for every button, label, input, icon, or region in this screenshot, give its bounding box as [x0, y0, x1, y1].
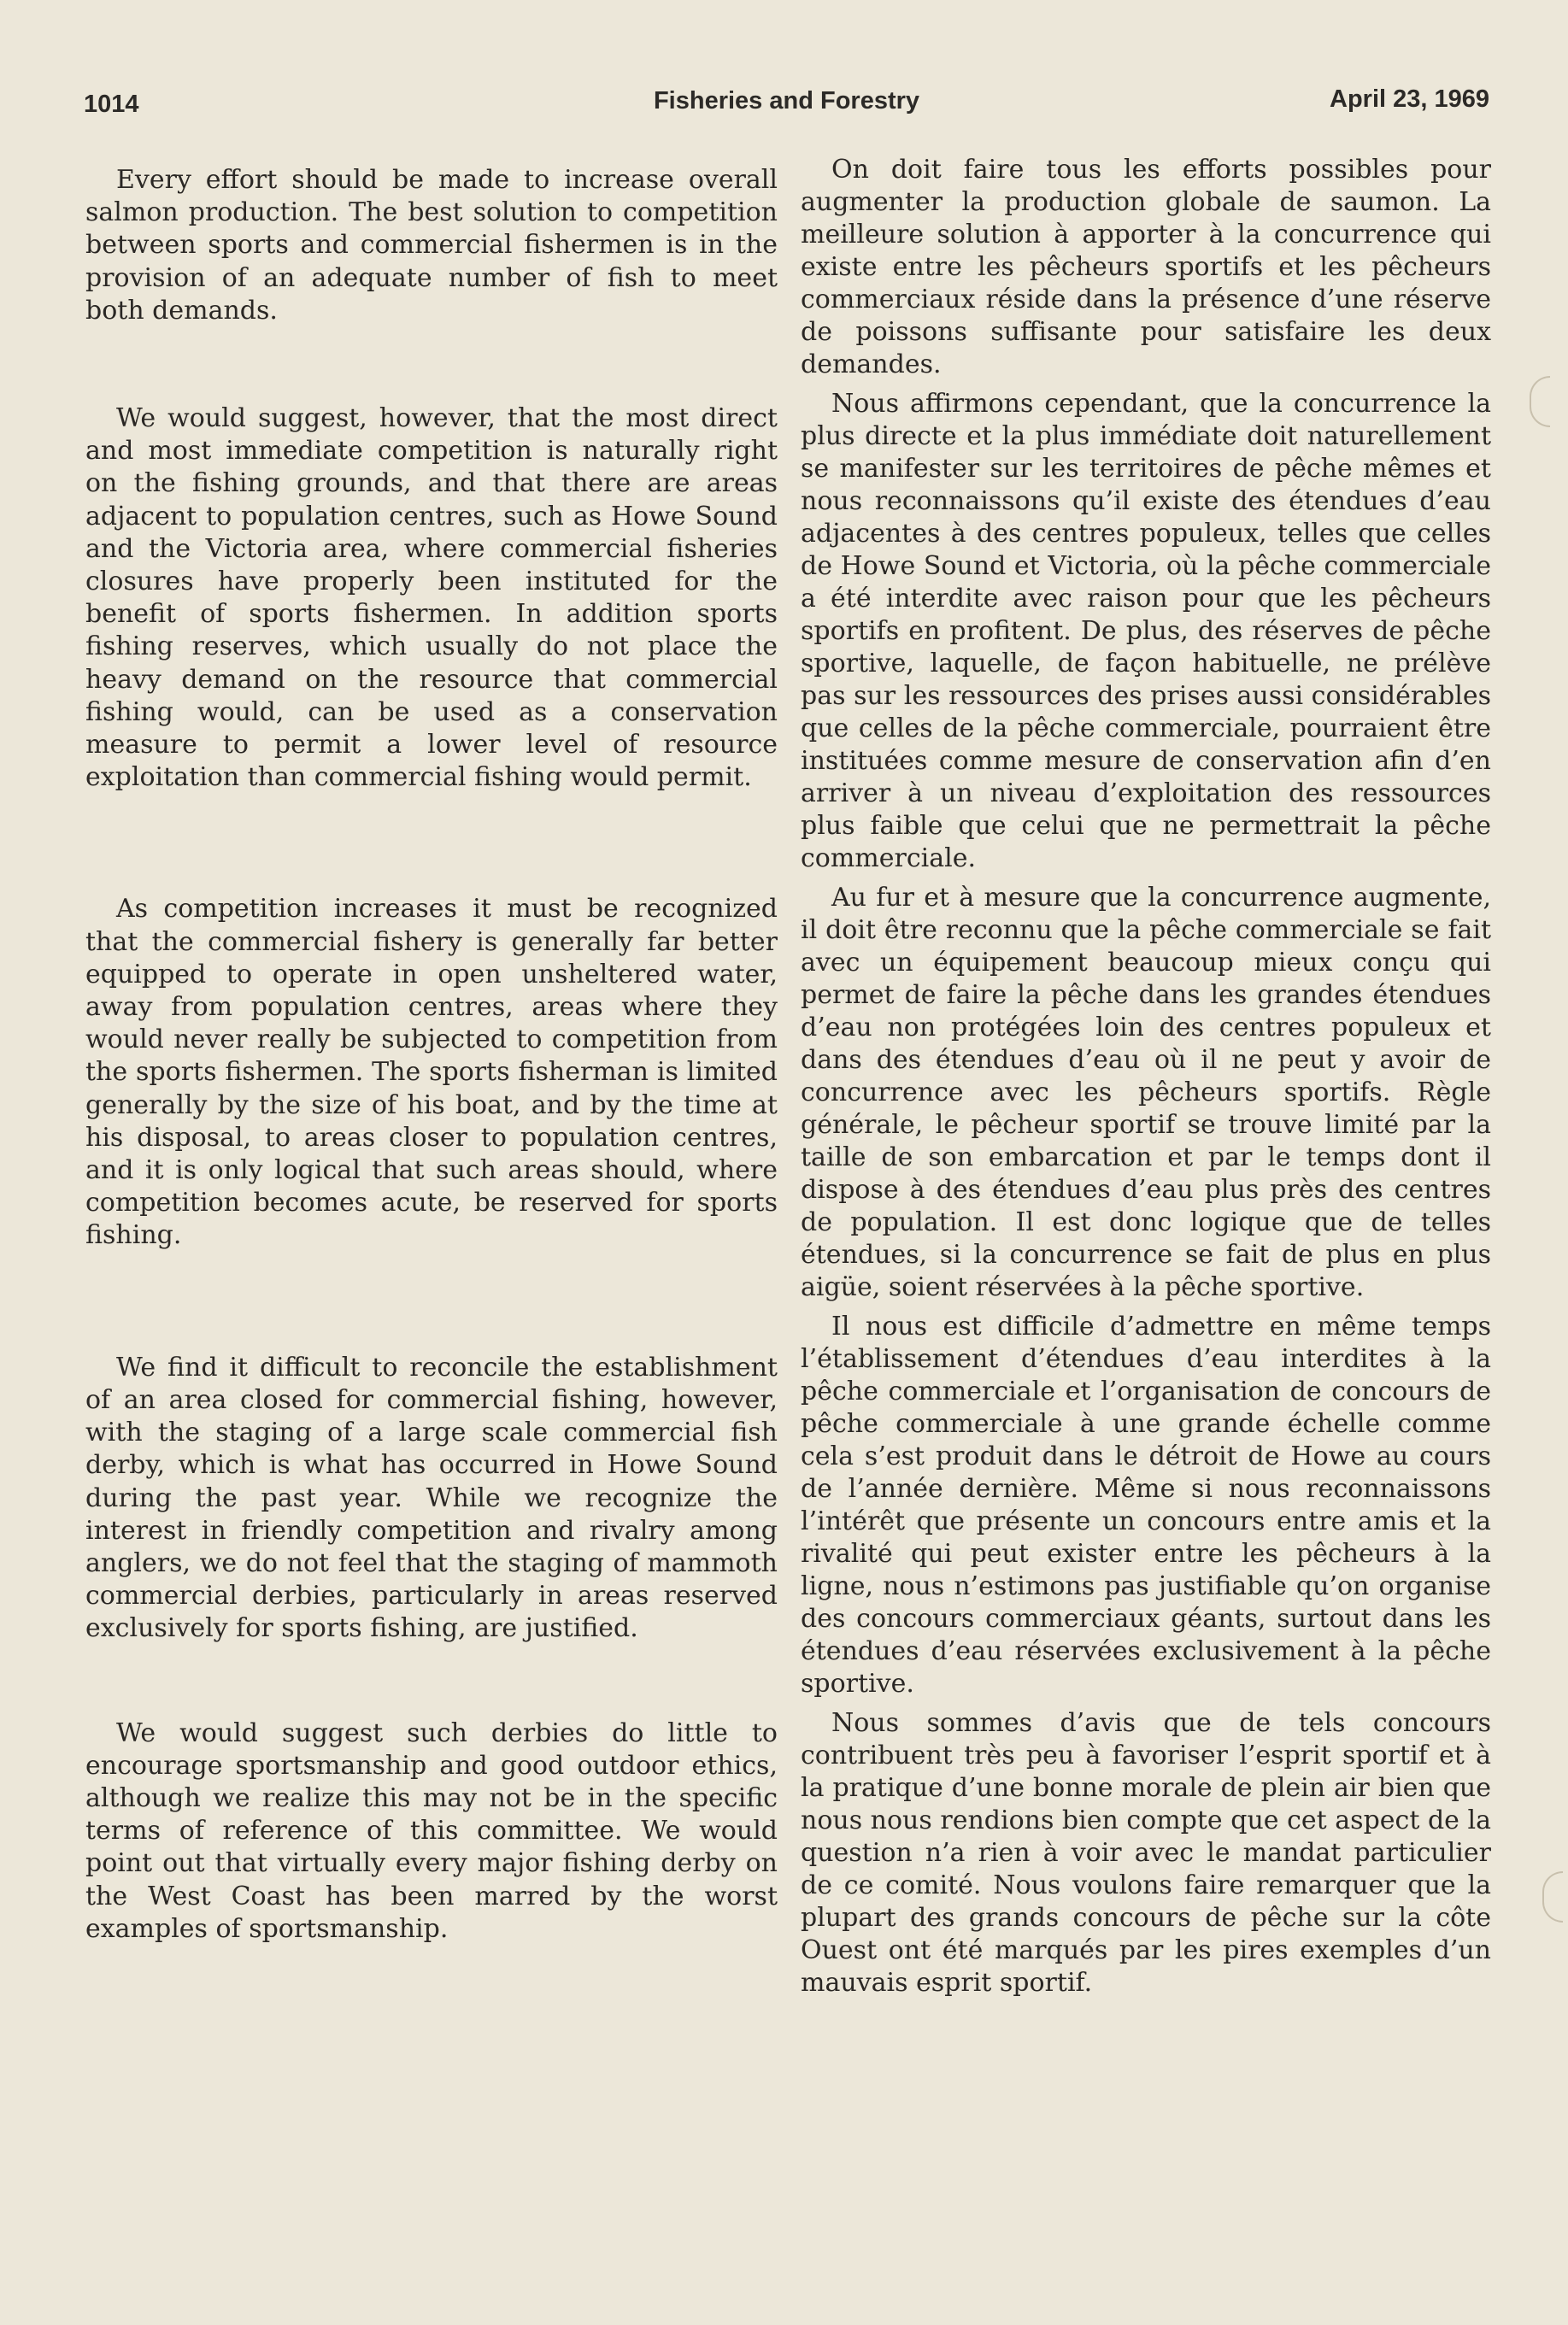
binding-hole-mark — [1542, 1871, 1563, 1923]
french-paragraph-2: Nous affirmons cependant, que la concurrence la plus directe et la plus immédiate doit naturellement se manifester sur les territoires de pêche mêmes et nous reconnaissons qu’il existe des étendues d’eau adjacentes à des centres populeux, telles que celles de Howe Sound et Victoria, où la pêche commerciale a été interdite avec raison pour que les pêcheurs sportifs en profitent. De plus, des réserves de pêche sportive, laquelle, de façon habituelle, ne prélève pas sur les ressources des prises aussi considérables que celles de la pêche commerciale, pourraient être instituées comme mesure de conservation afin d’en arriver à un niveau d’exploitation des ressources plus faible que celui que ne permettrait la pêche commerciale. — [801, 389, 1491, 873]
page-header — [84, 85, 1489, 128]
french-paragraph-4: Il nous est difficile d’admettre en même temps l’établissement d’étendues d’eau interdites à la pêche commerciale et l’organisation de concours de pêche commerciale à une grande échelle comme cela s’est produit dans le détroit de Howe au cours de l’année dernière. Même si nous reconnaissons l’intérêt que présente un concours entre amis et la rivalité qui peut exister entre les pêcheurs à la ligne, nous n’estimons pas justifiable qu’on organise des concours commerciaux géants, surtout dans les étendues d’eau réservées exclusivement à la pêche sportive. — [801, 1312, 1491, 1699]
english-paragraph-5: We would suggest such derbies do little to encourage sportsmanship and good outdoor ethics, although we realize this may not be in the specific terms of reference of this committee. We would point out that virtually every major fishing derby on the West Coast has been marred by the worst examples of sportsmanship. — [85, 1717, 778, 1944]
english-paragraph-3: As competition increases it must be recognized that the commercial fishery is generally far better equipped to operate in open unsheltered water, away from population centres, areas where they would never really be subjected to competition from the sports fishermen. The sports fisherman is limited generally by the size of his boat, and by the time at his disposal, to areas closer to population centres, and it is only logical that such areas should, where competition becomes acute, be reserved for sports fishing. — [85, 894, 778, 1251]
binding-hole-mark — [1530, 376, 1550, 427]
english-paragraph-1: Every effort should be made to increase overall salmon production. The best solution to competition between sports and commercial fishermen is in the provision of an adequate number of fish to meet both demands. — [85, 165, 778, 326]
english-column — [85, 164, 778, 1946]
page-number: 1014 — [84, 91, 139, 118]
english-paragraph-2: We would suggest, however, that the most direct and most immediate competition is naturally right on the fishing grounds, and that there are areas adjacent to population centres, such as Howe Sound and the Victoria area, where commercial fisheries closures have properly been instituted for the benefit of sports fishermen. In addition sports fishing reserves, which usually do not place the heavy demand on the resource that commercial fishing would, can be used as a conservation measure to permit a lower level of resource exploitation than commercial fishing would permit. — [85, 403, 778, 793]
running-title: Fisheries and Forestry — [653, 87, 920, 114]
french-paragraph-1: On doit faire tous les efforts possibles pour augmenter la production globale de saumon. La meilleure solution à apporter à la concurrence qui existe entre les pêcheurs sportifs et les pêcheurs commerciaux réside dans la présence d’une réserve de poissons suffisante pour satisfaire les deux demandes. — [801, 155, 1491, 379]
french-paragraph-3: Au fur et à mesure que la concurrence augmente, il doit être reconnu que la pêche commerciale se fait avec un équipement beaucoup mieux conçu qui permet de faire la pêche dans les grandes étendues d’eau non protégées loin des centres populeux et dans des étendues d’eau où il ne peut y avoir de concurrence avec les pêcheurs sportifs. Règle générale, le pêcheur sportif se trouve limité par la taille de son embarcation et par le temps dont il dispose à des étendues d’eau plus près des centres de population. Il est donc logique que de telles étendues, si la concurrence se fait de plus en plus aigüe, soient réservées à la pêche sportive. — [801, 883, 1491, 1302]
french-column — [801, 154, 1491, 1999]
header-date: April 23, 1969 — [1330, 85, 1489, 113]
french-paragraph-5: Nous sommes d’avis que de tels concours contribuent très peu à favoriser l’esprit sportif et à la pratique d’une bonne morale de plein air bien que nous nous rendions bien compte que cet aspect de la question n’a rien à voir avec le mandat particulier de ce comité. Nous voulons faire remarquer que la plupart des grands concours de pêche sur la côte Ouest ont été marqués par les pires exemples d’un mauvais esprit sportif. — [801, 1708, 1491, 1998]
english-paragraph-4: We find it difficult to reconcile the establishment of an area closed for commercial fishing, however, with the staging of a large scale commercial fish derby, which is what has occurred in Howe Sound during the past year. While we recognize the interest in friendly competition and rivalry among anglers, we do not feel that the staging of mammoth commercial derbies, particularly in areas reserved exclusively for sports fishing, are justified. — [85, 1352, 778, 1644]
